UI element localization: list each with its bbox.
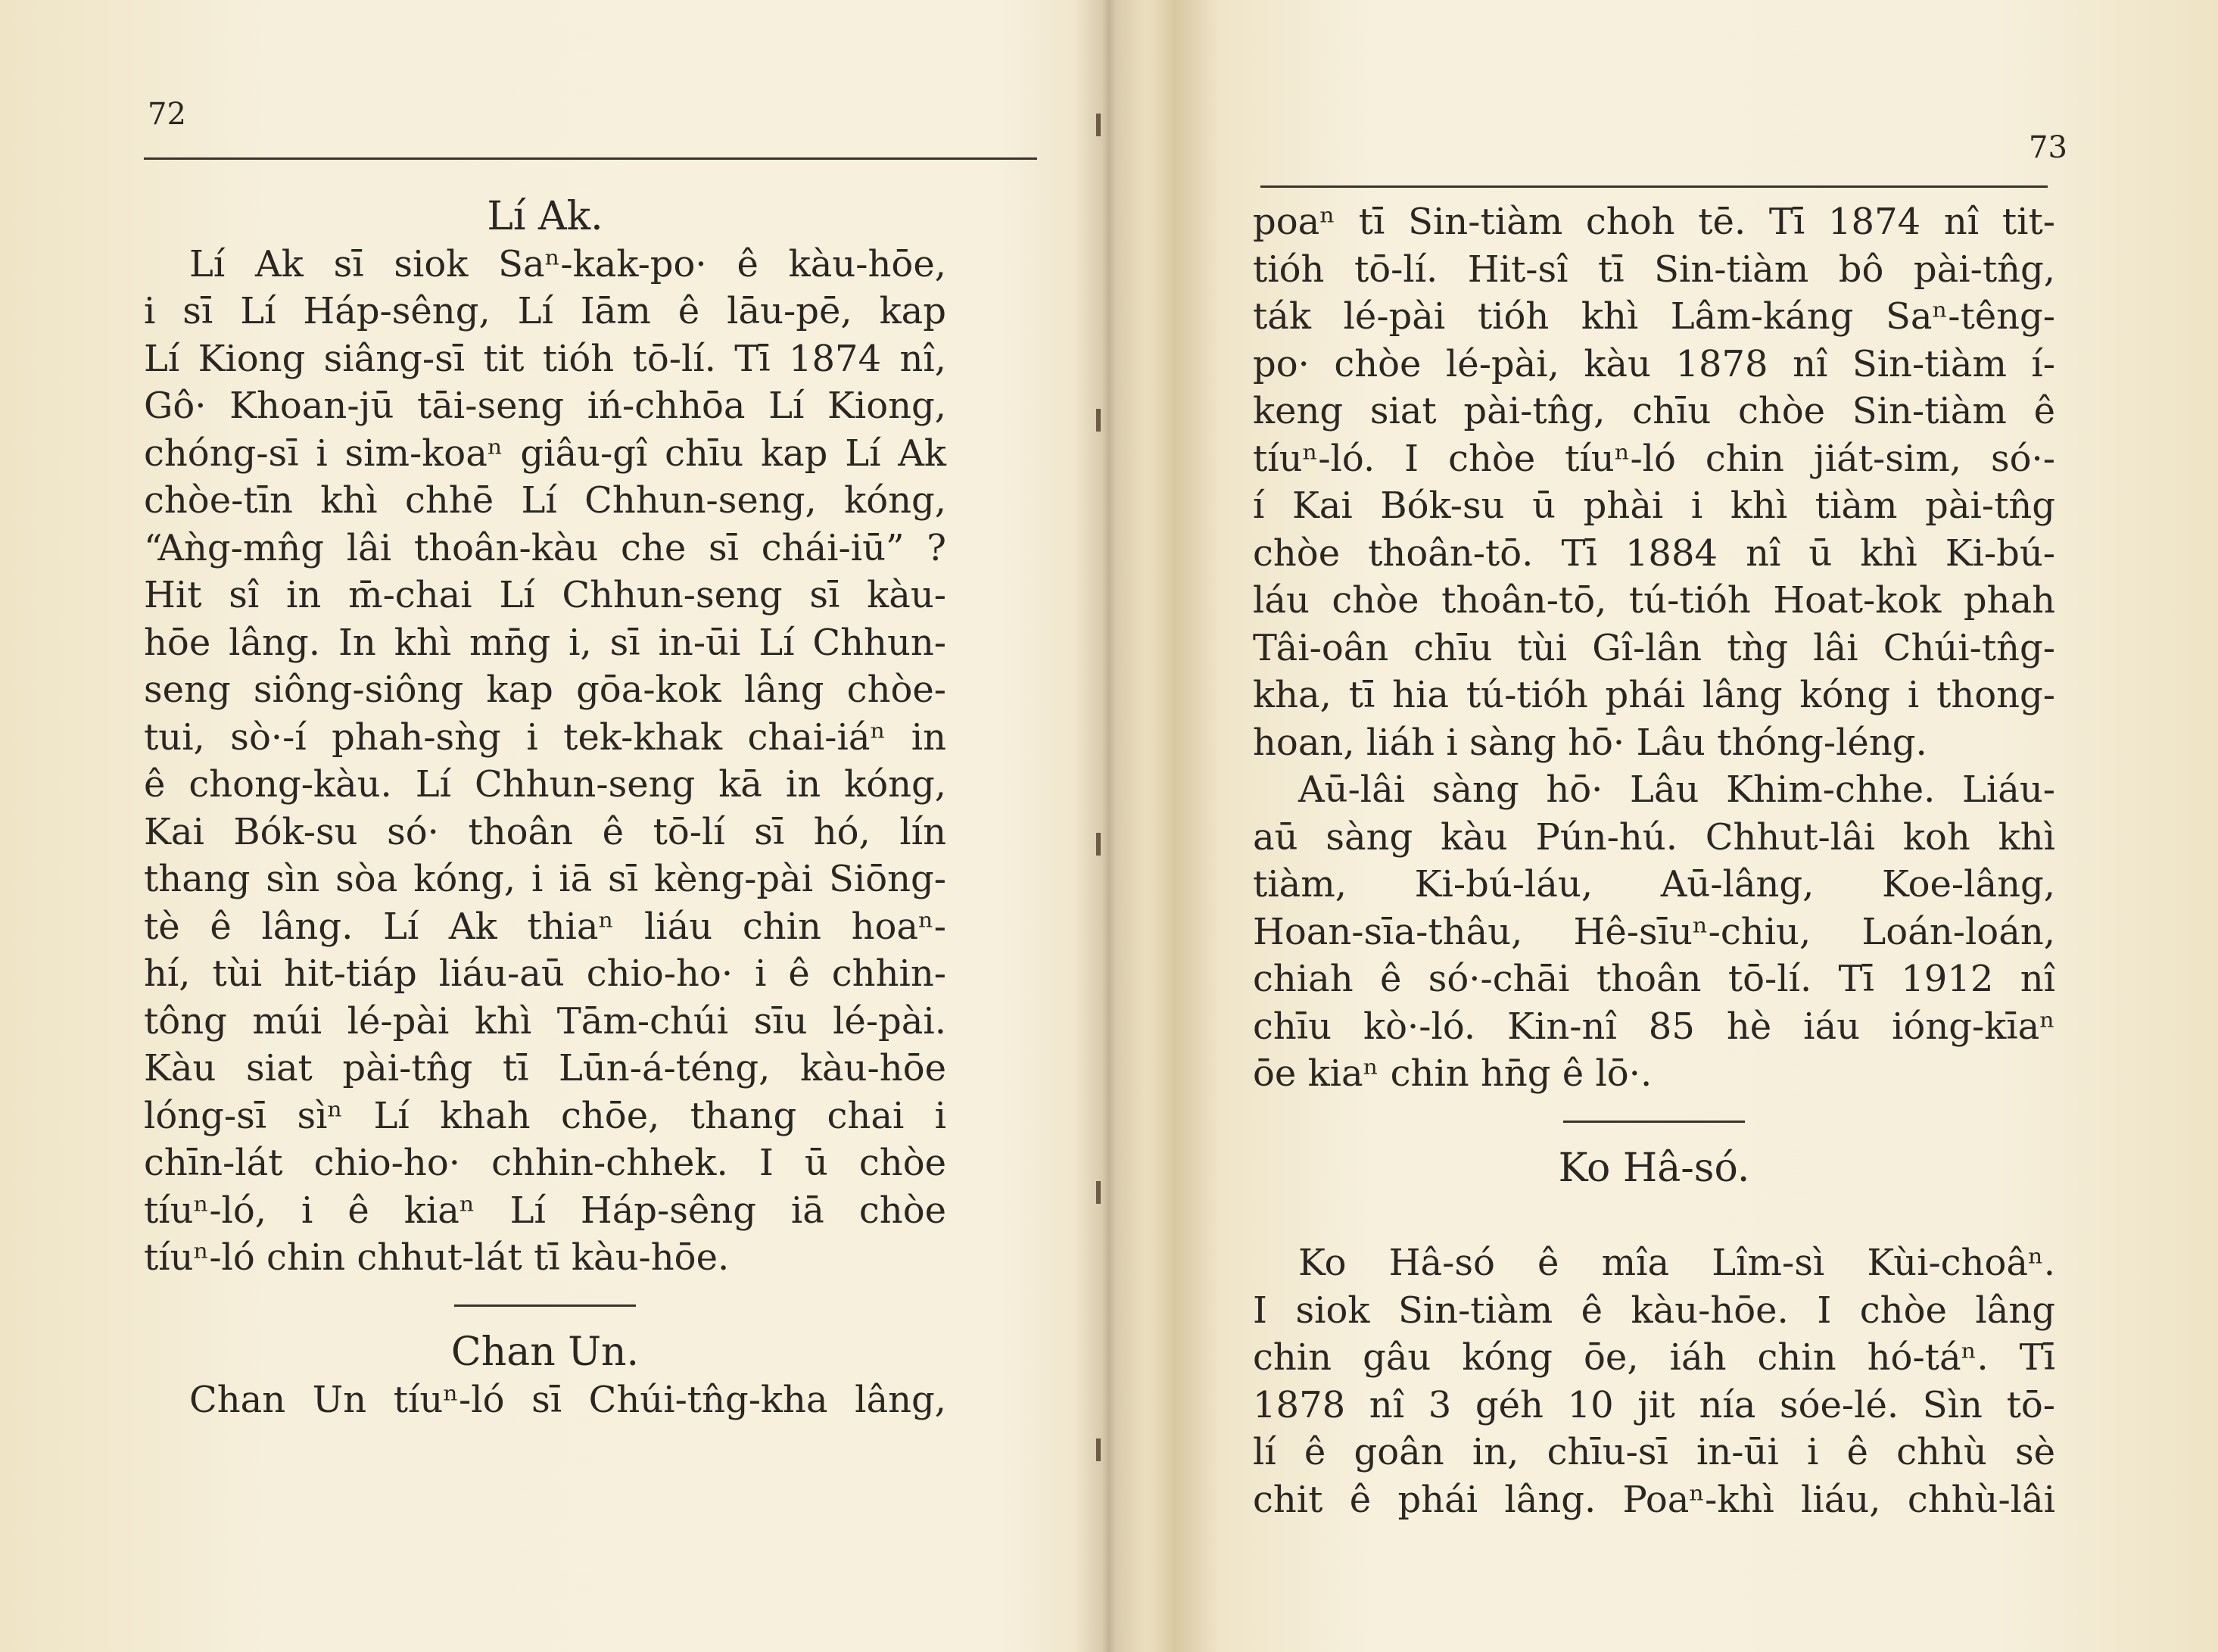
text-line: tè ê lâng. Lí Ak thiaⁿ liáu chin hoaⁿ- bbox=[144, 905, 946, 948]
text-line: lóng-sī sìⁿ Lí khah chōe, thang chai i bbox=[144, 1094, 946, 1137]
left-page bbox=[0, 0, 1094, 1652]
text-line: tông múi lé-pài khì Tām-chúi sīu lé-pài. bbox=[144, 999, 946, 1043]
text-line: po· chòe lé-pài, kàu 1878 nî Sin-tiàm í- bbox=[1253, 342, 2055, 385]
text-line: Gô· Khoan-jū tāi-seng iń-chhōa Lí Kiong, bbox=[144, 385, 946, 427]
section-heading: Ko Hâ-só. bbox=[1558, 1145, 1750, 1191]
page-number: 73 bbox=[2029, 130, 2067, 165]
text-line: seng siông-siông kap gōa-kok lâng chòe- bbox=[144, 669, 946, 711]
text-line: chit ê phái lâng. Poaⁿ-khì liáu, chhù-lâi bbox=[1253, 1478, 2055, 1521]
blank-line bbox=[1253, 1192, 2055, 1240]
text-line: í Kai Bók-su ū phài i khì tiàm pài-tn̂g bbox=[1253, 485, 2055, 527]
binding-stitch bbox=[1096, 833, 1101, 856]
text-line: keng siat pài-tn̂g, chīu chòe Sin-tiàm ê bbox=[1253, 390, 2055, 432]
text-line: Ko Hâ-só ê mîa Lîm-sì Kùi-choâⁿ. bbox=[1298, 1242, 2055, 1284]
binding-stitch bbox=[1096, 114, 1101, 136]
text-line: Aū-lâi sàng hō· Lâu Khim-chhe. Liáu- bbox=[1298, 768, 2055, 811]
text-line: Chan Un tíuⁿ-ló sī Chúi-tn̂g-kha lâng, bbox=[189, 1378, 946, 1421]
section-separator bbox=[144, 1282, 946, 1329]
text-line: tíuⁿ-ló, i ê kiaⁿ Lí Háp-sêng iā chòe bbox=[144, 1189, 946, 1232]
page-text bbox=[144, 193, 946, 1423]
text-line: 1878 nî 3 géh 10 jit nía sóe-lé. Sìn tō- bbox=[1253, 1383, 2055, 1426]
binding-stitch bbox=[1096, 1438, 1101, 1461]
text-line: tui, sò·-í phah-sǹg i tek-khak chai-iáⁿ in bbox=[144, 715, 946, 759]
text-line: Kàu siat pài-tn̂g tī Lūn-á-téng, kàu-hōe bbox=[144, 1047, 946, 1089]
text-line: chòe-tīn khì chhē Lí Chhun-seng, kóng, bbox=[144, 479, 946, 522]
section-heading: Lí Ak. bbox=[487, 194, 603, 239]
text-line: hōe lâng. In khì mn̄g i, sī in-ūi Lí Chhun- bbox=[144, 621, 946, 664]
text-line: ê chong-kàu. Lí Chhun-seng kā in kóng, bbox=[144, 763, 946, 806]
text-line: kha, tī hia tú-tióh phái lâng kóng i thong- bbox=[1253, 674, 2055, 716]
text-line: Hoan-sīa-thâu, Hê-sīuⁿ-chiu, Loán-loán, bbox=[1253, 910, 2055, 953]
text-line: aū sàng kàu Pún-hú. Chhut-lâi koh khì bbox=[1253, 815, 2055, 859]
text-line: tíuⁿ-ló chin chhut-lát tī kàu-hōe. bbox=[144, 1236, 730, 1279]
section-separator bbox=[1253, 1098, 2055, 1145]
text-line: Kai Bók-su só· thoân ê tō-lí sī hó, lín bbox=[144, 810, 946, 853]
text-line: chòe thoân-tō. Tī 1884 nî ū khì Ki-bú- bbox=[1253, 531, 2055, 575]
text-line: Hit sî in m̄-chai Lí Chhun-seng sī kàu- bbox=[144, 574, 946, 616]
text-line: i sī Lí Háp-sêng, Lí Iām ê lāu-pē, kap bbox=[144, 290, 946, 332]
binding-stitch bbox=[1096, 409, 1101, 432]
header-rule bbox=[144, 157, 1037, 160]
text-line: poaⁿ tī Sin-tiàm choh tē. Tī 1874 nî tit- bbox=[1253, 201, 2055, 243]
section-heading: Chan Un. bbox=[450, 1329, 640, 1375]
text-line: chiah ê só·-chāi thoân tō-lí. Tī 1912 nî bbox=[1253, 958, 2055, 1000]
page-number: 72 bbox=[148, 97, 186, 132]
text-line: Lí Kiong siâng-sī tit tióh tō-lí. Tī 1874 nî, bbox=[144, 337, 946, 380]
binding-stitch bbox=[1096, 1181, 1101, 1204]
text-line: hoan, liáh i sàng hō· Lâu thóng-léng. bbox=[1253, 721, 1927, 764]
text-line: thang sìn sòa kóng, i iā sī kèng-pài Siōng- bbox=[144, 858, 946, 900]
text-line: chīn-lát chio-ho· chhin-chhek. I ū chòe bbox=[144, 1142, 946, 1184]
text-line: hí, tùi hit-tiáp liáu-aū chio-ho· i ê chhin- bbox=[144, 952, 946, 995]
text-line: tióh tō-lí. Hit-sî tī Sin-tiàm bô pài-tn̂g, bbox=[1253, 248, 2055, 291]
text-line: Tâi-oân chīu tùi Gî-lân tǹg lâi Chúi-tn̂g- bbox=[1253, 626, 2055, 669]
text-line: tíuⁿ-ló. I chòe tíuⁿ-ló chin jiát-sim, só·- bbox=[1253, 437, 2055, 480]
text-line: ōe kiaⁿ chin hn̄g ê lō·. bbox=[1253, 1052, 1653, 1095]
text-line: I siok Sin-tiàm ê kàu-hōe. I chòe lâng bbox=[1253, 1289, 2055, 1332]
text-line: ták lé-pài tióh khì Lâm-káng Saⁿ-têng- bbox=[1253, 295, 2055, 338]
header-rule bbox=[1260, 185, 2048, 188]
text-line: chīu kò·-ló. Kin-nî 85 hè iáu ióng-kīaⁿ bbox=[1253, 1005, 2055, 1048]
text-line: Lí Ak sī siok Saⁿ-kak-po· ê kàu-hōe, bbox=[189, 242, 946, 285]
text-line: chin gâu kóng ōe, iáh chin hó-táⁿ. Tī bbox=[1253, 1336, 2055, 1379]
page-text bbox=[1253, 198, 2055, 1523]
text-line: lí ê goân in, chīu-sī in-ūi i ê chhù sè bbox=[1253, 1431, 2055, 1473]
text-line: chóng-sī i sim-koaⁿ giâu-gî chīu kap Lí Ak bbox=[144, 432, 946, 475]
text-line: láu chòe thoân-tō, tú-tióh Hoat-kok phah bbox=[1253, 579, 2055, 622]
text-line: tiàm, Ki-bú-láu, Aū-lâng, Koe-lâng, bbox=[1253, 863, 2055, 905]
text-line: “Aǹg-mn̂g lâi thoân-kàu che sī chái-iū” ? bbox=[144, 526, 946, 569]
right-page bbox=[1117, 0, 2218, 1652]
